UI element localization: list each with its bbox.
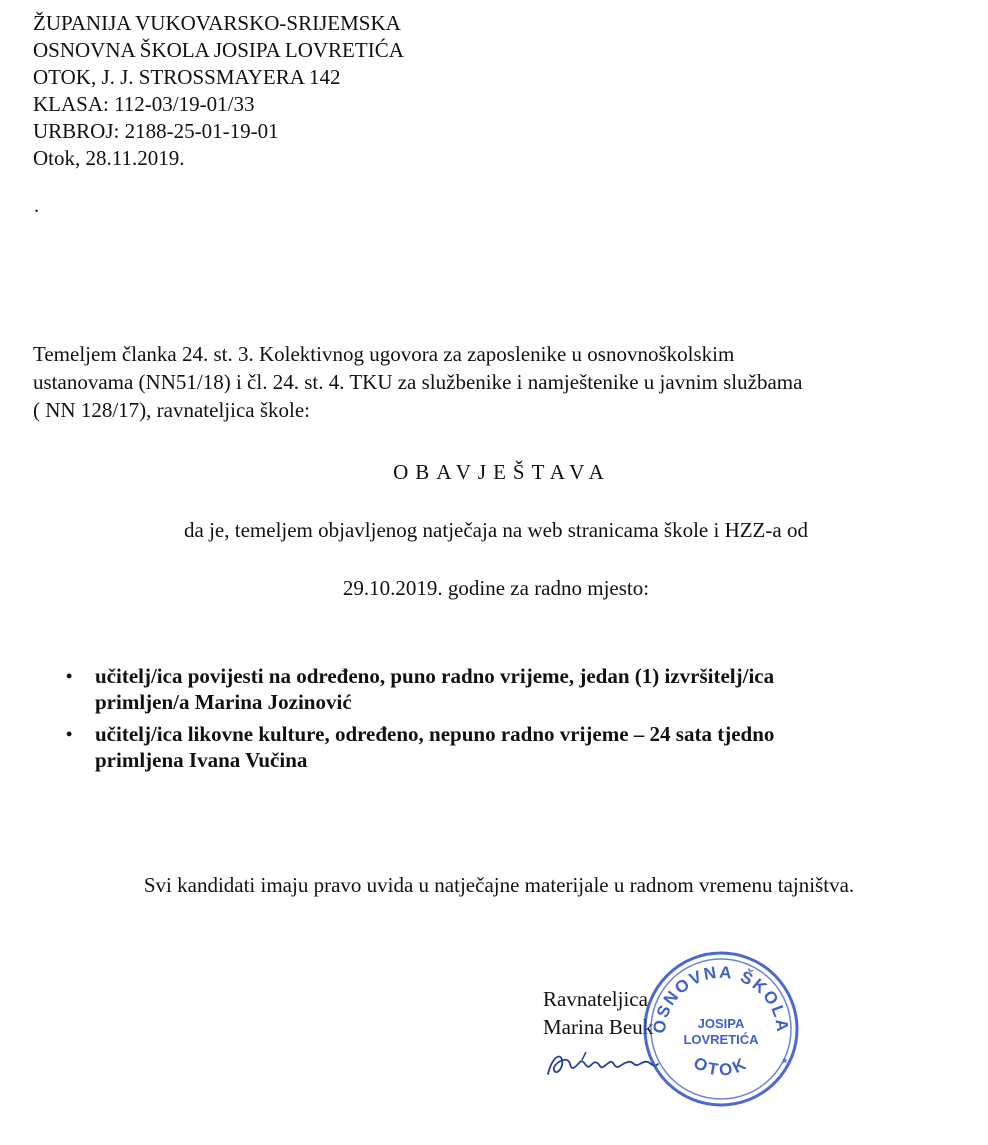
stamp-center-line: JOSIPA [697,1016,745,1031]
signatory-name: Marina Beuk [543,1015,654,1039]
stamp-ring-text: OSNOVNA ŠKOLA [649,962,793,1035]
county-name: ŽUPANIJA VUKOVARSKO-SRIJEMSKA [33,11,401,35]
school-name: OSNOVNA ŠKOLA JOSIPA LOVRETIĆA [33,38,404,62]
urbroj-number: URBROJ: 2188-25-01-19-01 [33,119,279,143]
intro-paragraph [33,340,968,424]
list-item [66,663,966,715]
list-item-line: učitelj/ica likovne kulture, određeno, nepuno radno vrijeme – 24 sata tjedno [95,722,775,746]
stamp-center-line: LOVRETIĆA [683,1032,759,1047]
stamp-bottom-text: OTOK [690,1053,752,1080]
school-address: OTOK, J. J. STROSSMAYERA 142 [33,65,341,89]
list-item-line: primljena Ivana Vučina [95,748,308,772]
signatory-title: Ravnateljica [543,987,648,1011]
list-item-line: primljen/a Marina Jozinović [95,690,352,714]
list-item-line: učitelj/ica povijesti na određeno, puno radno vrijeme, jedan (1) izvršitelj/ica [95,664,775,688]
list-item [66,721,966,773]
school-stamp-icon [640,948,802,1110]
body-line: da je, temeljem objavljenog natječaja na web stranicama škole i HZZ-a od [184,518,808,542]
position-list [66,663,966,779]
place-date: Otok, 28.11.2019. [33,146,185,170]
bullet-icon: • [66,724,73,744]
stray-dot: . [34,195,39,217]
svg-text:*: * [782,1055,788,1072]
klasa-number: KLASA: 112-03/19-01/33 [33,92,255,116]
intro-line: ( NN 128/17), ravnateljica škole: [33,398,310,422]
intro-line: Temeljem članka 24. st. 3. Kolektivnog ugovora za zaposlenike u osnovnoškolskim [33,342,735,366]
notice-heading: OBAVJEŠTAVA [393,460,611,484]
body-line: 29.10.2019. godine za radno mjesto: [342,576,650,600]
bullet-icon: • [66,666,73,686]
letterhead [33,10,404,172]
intro-line: ustanovama (NN51/18) i čl. 24. st. 4. TKU za službenike i namještenike u javnim službama [33,370,803,394]
closing-sentence: Svi kandidati imaju pravo uvida u natječajne materijale u radnom vremenu tajništva. [143,873,855,897]
